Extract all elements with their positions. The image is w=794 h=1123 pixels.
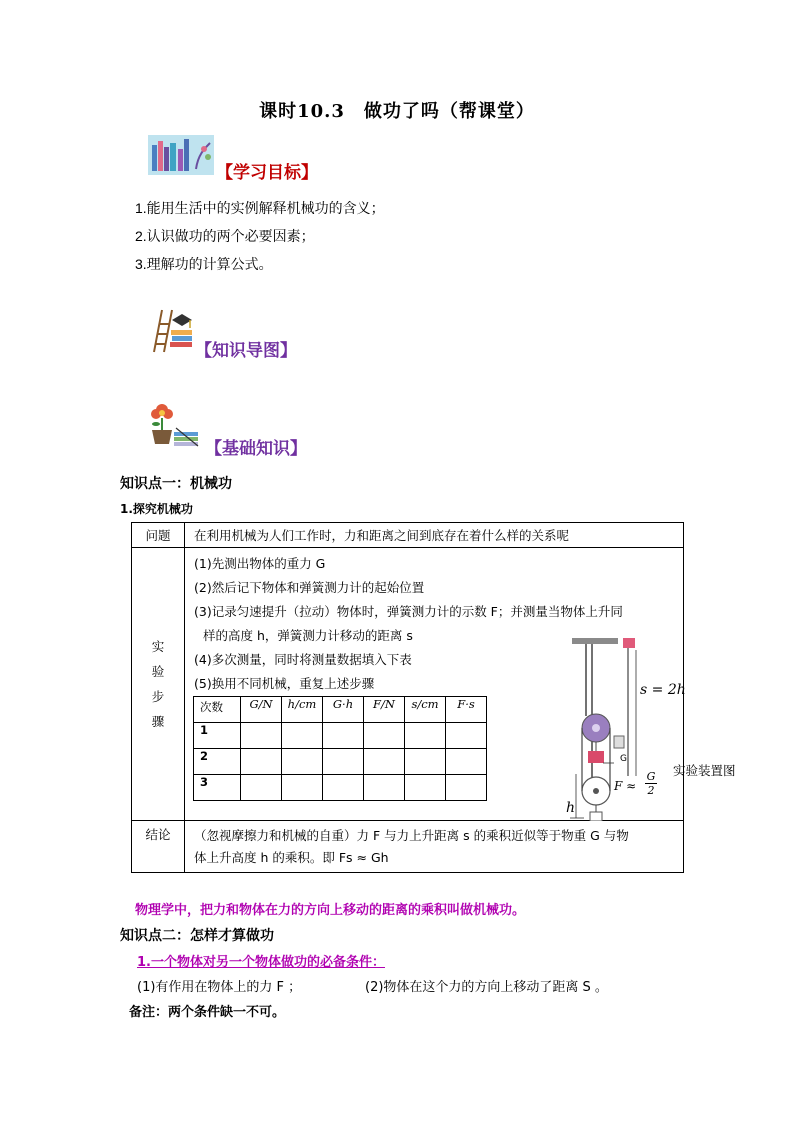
step-1: (1)先测出物体的重力 G bbox=[194, 556, 326, 571]
figure-label-h: h bbox=[566, 800, 576, 816]
page-title: 课时10.3 做功了吗（帮课堂） bbox=[259, 101, 535, 122]
data-cell bbox=[241, 775, 282, 801]
data-cell bbox=[364, 749, 405, 775]
basic-knowledge-heading: 【基础知识】 bbox=[205, 439, 307, 459]
header-cell: s/cm bbox=[405, 697, 446, 723]
conclusion-label: 结论 bbox=[132, 821, 185, 873]
step-4: (4)多次测量，同时将测量数据填入下表 bbox=[194, 652, 412, 667]
condition-2: (2)物体在这个力的方向上移动了距离 S 。 bbox=[365, 980, 608, 995]
knowledge-map-heading: 【知识导图】 bbox=[195, 341, 297, 361]
data-cell bbox=[282, 775, 323, 801]
data-cell bbox=[323, 723, 364, 749]
data-table bbox=[193, 696, 487, 801]
header-cell: F·s bbox=[446, 697, 487, 723]
figure-label-F: F ≈ bbox=[614, 779, 637, 793]
fraction-numerator: G bbox=[646, 770, 656, 783]
label-char: 步 bbox=[151, 689, 165, 704]
data-cell bbox=[364, 775, 405, 801]
experiment-steps-cell bbox=[185, 548, 736, 821]
data-cell bbox=[405, 775, 446, 801]
experiment-table bbox=[131, 522, 736, 873]
header-cell: h/cm bbox=[282, 697, 323, 723]
conclusion-text bbox=[185, 821, 684, 873]
data-cell bbox=[282, 749, 323, 775]
figure-label-s: s = 2h bbox=[640, 682, 686, 698]
header-cell: G·h bbox=[323, 697, 364, 723]
goal-item: 2.认识做功的两个必要因素； bbox=[135, 228, 315, 244]
data-cell bbox=[364, 723, 405, 749]
data-cell bbox=[241, 749, 282, 775]
header-cell: G/N bbox=[241, 697, 282, 723]
data-cell bbox=[405, 723, 446, 749]
condition-1: (1)有作用在物体上的力 F ； bbox=[137, 980, 302, 995]
figure-label-G: G bbox=[620, 754, 627, 764]
conclusion-line: 体上升高度 h 的乘积。即 Fs ≈ Gh bbox=[194, 850, 389, 865]
step-5: (5)换用不同机械，重复上述步骤 bbox=[194, 676, 375, 691]
row-number: 3 bbox=[194, 775, 241, 801]
table-row bbox=[194, 723, 487, 749]
data-cell bbox=[446, 775, 487, 801]
row-number: 2 bbox=[194, 749, 241, 775]
data-cell bbox=[241, 723, 282, 749]
goal-item: 1.能用生活中的实例解释机械功的含义； bbox=[135, 200, 385, 216]
knowledge-point-1-heading: 知识点一：机械功 bbox=[120, 476, 232, 492]
knowledge-point-2-subheading: 1.一个物体对另一个物体做功的必备条件： bbox=[137, 955, 385, 970]
data-cell bbox=[405, 749, 446, 775]
data-cell bbox=[282, 723, 323, 749]
step-3: (3)记录匀速提升（拉动）物体时，弹簧测力计的示数 F；并测量当物体上升同 bbox=[194, 604, 623, 619]
data-cell bbox=[323, 749, 364, 775]
row-number: 1 bbox=[194, 723, 241, 749]
question-text: 在利用机械为人们工作时，力和距离之间到底存在着什么样的关系呢 bbox=[185, 523, 684, 548]
table-row bbox=[194, 749, 487, 775]
experiment-steps-label bbox=[132, 548, 185, 821]
data-cell bbox=[323, 775, 364, 801]
ladder-books-icon bbox=[148, 308, 194, 354]
learning-goals-heading: 【学习目标】 bbox=[216, 163, 318, 183]
header-cell: F/N bbox=[364, 697, 405, 723]
fraction-denominator: 2 bbox=[647, 784, 655, 797]
apparatus-label: 实验装置图 bbox=[673, 763, 736, 778]
goal-item: 3.理解功的计算公式。 bbox=[135, 256, 273, 272]
knowledge-point-1-subheading: 1.探究机械功 bbox=[120, 502, 193, 516]
knowledge-point-2-heading: 知识点二：怎样才算做功 bbox=[120, 928, 274, 944]
step-2: (2)然后记下物体和弹簧测力计的起始位置 bbox=[194, 580, 425, 595]
figure-fraction bbox=[645, 770, 657, 797]
label-char: 骤 bbox=[151, 714, 165, 729]
note: 备注：两个条件缺一不可。 bbox=[129, 1005, 286, 1020]
apparatus-figure bbox=[566, 636, 740, 821]
data-cell bbox=[446, 749, 487, 775]
label-char: 验 bbox=[151, 664, 165, 679]
question-label: 问题 bbox=[132, 523, 185, 548]
data-cell bbox=[446, 723, 487, 749]
books-icon bbox=[148, 135, 214, 175]
table-row bbox=[194, 775, 487, 801]
header-cell: 次数 bbox=[194, 697, 241, 723]
step-3-cont: 样的高度 h，弹簧测力计移动的距离 s bbox=[203, 628, 413, 643]
label-char: 实 bbox=[151, 639, 165, 654]
flower-pot-icon bbox=[146, 400, 202, 448]
work-definition: 物理学中，把力和物体在力的方向上移动的距离的乘积叫做机械功。 bbox=[135, 903, 526, 918]
conclusion-line: （忽视摩擦力和机械的自重）力 F 与力上升距离 s 的乘积近似等于物重 G 与物 bbox=[194, 828, 629, 843]
